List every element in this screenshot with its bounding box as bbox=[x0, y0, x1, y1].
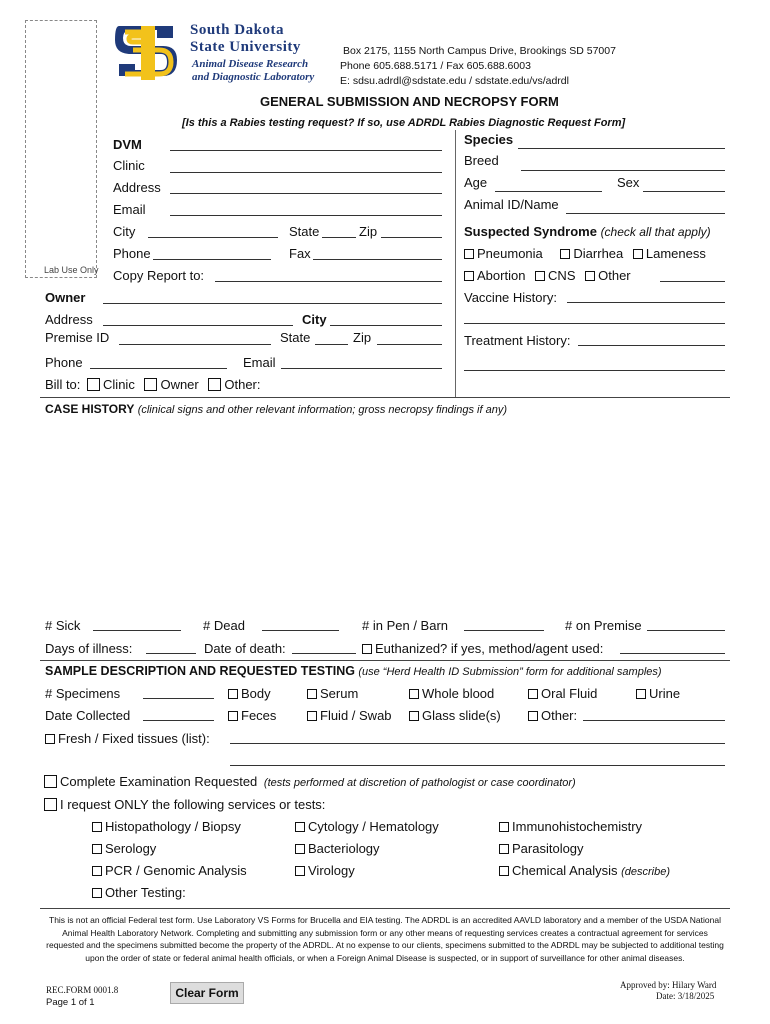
dvm-address-field[interactable] bbox=[170, 193, 442, 194]
animal-id-label: Animal ID/Name bbox=[464, 197, 559, 212]
histo-label: Histopathology / Biopsy bbox=[105, 819, 241, 834]
dvm-city-field[interactable] bbox=[148, 237, 278, 238]
other-testing-checkbox[interactable] bbox=[92, 888, 102, 898]
dvm-zip-label: Zip bbox=[359, 224, 378, 239]
fresh-fixed-field[interactable] bbox=[230, 743, 725, 744]
bill-other-label: Other: bbox=[224, 377, 261, 392]
bact-checkbox[interactable] bbox=[295, 844, 305, 854]
treatment-field-2[interactable] bbox=[464, 370, 725, 371]
dead-field[interactable] bbox=[262, 630, 339, 631]
sick-field[interactable] bbox=[93, 630, 181, 631]
owner-zip-field[interactable] bbox=[377, 344, 442, 345]
serum-label: Serum bbox=[320, 686, 359, 701]
case-history-area[interactable] bbox=[40, 418, 730, 612]
viro-checkbox[interactable] bbox=[295, 866, 305, 876]
abortion-label: Abortion bbox=[477, 268, 526, 283]
euthanized-checkbox[interactable] bbox=[362, 644, 372, 654]
sample-other-option bbox=[528, 708, 577, 723]
pneumonia-label: Pneumonia bbox=[477, 246, 543, 261]
breed-label: Breed bbox=[464, 153, 499, 168]
cns-label: CNS bbox=[548, 268, 576, 283]
clinic-label: Clinic bbox=[113, 158, 145, 173]
para-checkbox[interactable] bbox=[499, 844, 509, 854]
owner-state-label: State bbox=[280, 330, 311, 345]
chem-label: Chemical Analysis bbox=[512, 863, 618, 878]
age-label: Age bbox=[464, 175, 488, 190]
only-tests-label: I request ONLY the following services or tests: bbox=[60, 797, 326, 812]
body-option bbox=[228, 686, 271, 701]
euthanized-label: Euthanized? if yes, method/agent used: bbox=[375, 641, 604, 656]
sample-heading bbox=[45, 664, 662, 678]
dead-label: # Dead bbox=[203, 618, 245, 633]
syndrome-heading bbox=[464, 224, 711, 239]
case-history-title: CASE HISTORY bbox=[45, 402, 135, 416]
immuno-option bbox=[499, 819, 642, 834]
feces-option bbox=[228, 708, 276, 723]
owner-city-field[interactable] bbox=[330, 325, 442, 326]
in-pen-field[interactable] bbox=[464, 630, 544, 631]
pcr-checkbox[interactable] bbox=[92, 866, 102, 876]
immuno-label: Immunohistochemistry bbox=[512, 819, 643, 834]
bill-clinic-checkbox[interactable] bbox=[87, 378, 100, 391]
other-testing-label: Other Testing: bbox=[105, 885, 186, 900]
vaccine-field-2[interactable] bbox=[464, 323, 725, 324]
only-tests-checkbox[interactable] bbox=[44, 798, 57, 811]
lab-name-line2: and Diagnostic Laboratory bbox=[192, 71, 315, 83]
pneumonia-checkbox[interactable] bbox=[464, 249, 474, 259]
lab-email: E: sdsu.adrdl@sdstate.edu / sdstate.edu/vs/adrdl bbox=[340, 75, 569, 87]
date-collected-label: Date Collected bbox=[45, 708, 131, 723]
owner-phone-label: Phone bbox=[45, 355, 83, 370]
syndrome-other-label: Other bbox=[598, 268, 631, 283]
date-death-field[interactable] bbox=[292, 653, 356, 654]
histo-checkbox[interactable] bbox=[92, 822, 102, 832]
para-label: Parasitology bbox=[512, 841, 584, 856]
abortion-checkbox[interactable] bbox=[464, 271, 474, 281]
dvm-name-field[interactable] bbox=[170, 150, 442, 151]
para-option bbox=[499, 841, 584, 856]
days-illness-field[interactable] bbox=[146, 653, 196, 654]
treatment-label: Treatment History: bbox=[464, 333, 571, 348]
lameness-checkbox[interactable] bbox=[633, 249, 643, 259]
university-name-line1: South Dakota bbox=[190, 22, 284, 38]
sample-other-field[interactable] bbox=[583, 720, 725, 721]
owner-city-label: City bbox=[302, 312, 327, 327]
lab-address: Box 2175, 1155 North Campus Drive, Brookings SD 57007 bbox=[343, 45, 616, 57]
viro-label: Virology bbox=[308, 863, 355, 878]
sdsu-logo-icon bbox=[111, 20, 186, 86]
species-field[interactable] bbox=[518, 148, 725, 149]
lab-use-box bbox=[25, 20, 97, 278]
chem-note: (describe) bbox=[621, 866, 671, 878]
approved-by: Approved by: Hilary Ward bbox=[620, 980, 717, 990]
bact-label: Bacteriology bbox=[308, 841, 380, 856]
fluid-swab-option bbox=[307, 708, 392, 723]
animal-id-field[interactable] bbox=[566, 213, 725, 214]
complete-exam-note: (tests performed at discretion of pathologist or case coordinator) bbox=[263, 777, 576, 789]
dvm-fax-label: Fax bbox=[289, 246, 311, 261]
owner-state-field[interactable] bbox=[315, 344, 348, 345]
sample-other-checkbox[interactable] bbox=[528, 711, 538, 721]
owner-title: Owner bbox=[45, 290, 86, 305]
vaccine-label: Vaccine History: bbox=[464, 290, 557, 305]
serum-checkbox[interactable] bbox=[307, 689, 317, 699]
owner-zip-label: Zip bbox=[353, 330, 372, 345]
bact-option bbox=[295, 841, 380, 856]
sick-label: # Sick bbox=[45, 618, 81, 633]
age-field[interactable] bbox=[495, 191, 602, 192]
other-testing-option bbox=[92, 885, 186, 900]
dvm-state-field[interactable] bbox=[322, 237, 356, 238]
owner-address-field[interactable] bbox=[103, 325, 293, 326]
fresh-fixed-field-2[interactable] bbox=[230, 765, 725, 766]
date-collected-field[interactable] bbox=[143, 720, 214, 721]
body-checkbox[interactable] bbox=[228, 689, 238, 699]
glass-slide-option bbox=[409, 708, 501, 723]
specimens-field[interactable] bbox=[143, 698, 214, 699]
premise-id-label: Premise ID bbox=[45, 330, 110, 345]
fluid-swab-checkbox[interactable] bbox=[307, 711, 317, 721]
cyto-label: Cytology / Hematology bbox=[308, 819, 439, 834]
owner-email-field[interactable] bbox=[281, 368, 442, 369]
form-title: GENERAL SUBMISSION AND NECROPSY FORM bbox=[260, 94, 559, 109]
case-history-top-rule bbox=[40, 397, 730, 398]
dvm-email-label: Email bbox=[113, 202, 146, 217]
footer-rule bbox=[40, 908, 730, 909]
immuno-checkbox[interactable] bbox=[499, 822, 509, 832]
feces-checkbox[interactable] bbox=[228, 711, 238, 721]
days-illness-label: Days of illness: bbox=[45, 641, 133, 656]
dvm-zip-field[interactable] bbox=[381, 237, 442, 238]
diarrhea-checkbox[interactable] bbox=[560, 249, 570, 259]
sex-label: Sex bbox=[617, 175, 640, 190]
copy-report-label: Copy Report to: bbox=[113, 268, 205, 283]
syndrome-row2 bbox=[464, 268, 631, 283]
dvm-email-field[interactable] bbox=[170, 215, 442, 216]
euthanized-field[interactable] bbox=[620, 653, 725, 654]
sample-note: (use “Herd Health ID Submission” form for additional samples) bbox=[358, 666, 662, 678]
oral-fluid-label: Oral Fluid bbox=[541, 686, 598, 701]
owner-name-field[interactable] bbox=[103, 303, 442, 304]
dvm-phone-field[interactable] bbox=[153, 259, 271, 260]
urine-label: Urine bbox=[649, 686, 681, 701]
pcr-option bbox=[92, 863, 247, 878]
dvm-address-label: Address bbox=[113, 180, 161, 195]
serum-option bbox=[307, 686, 358, 701]
case-history-note: (clinical signs and other relevant information; gross necropsy findings if any) bbox=[137, 404, 507, 416]
copy-report-field[interactable] bbox=[215, 281, 442, 282]
page-number: Page 1 of 1 bbox=[46, 997, 95, 1008]
bill-to-label: Bill to: bbox=[45, 377, 81, 392]
bill-to-row bbox=[45, 377, 261, 392]
disclaimer-text: This is not an official Federal test form. Use Laboratory VS Forms for Brucella and EIA testing. The ADRDL is an accredited AAVLD laboratory and a member of the USDA National Animal Health Laboratory Network. Completing and submitting any submission form or any other means of requesting services creates a contractual agreement for services requested and the specimens submitted become the property of the ADRDL. At no expense to our clients, specimens submitted to the ADRDL may be subjected to additional testing upon the order of state or federal animal health officials, or when a Foreign Animal Disease is suspected, or in support of surveillance for other animal diseases. bbox=[46, 915, 724, 963]
fluid-swab-label: Fluid / Swab bbox=[320, 708, 392, 723]
glass-slide-label: Glass slide(s) bbox=[422, 708, 501, 723]
dvm-city-label: City bbox=[113, 224, 136, 239]
complete-exam-row bbox=[44, 774, 576, 789]
pcr-label: PCR / Genomic Analysis bbox=[105, 863, 247, 878]
cns-checkbox[interactable] bbox=[535, 271, 545, 281]
whole-blood-option bbox=[409, 686, 494, 701]
viro-option bbox=[295, 863, 355, 878]
syndrome-row1 bbox=[464, 246, 706, 261]
whole-blood-checkbox[interactable] bbox=[409, 689, 419, 699]
fresh-fixed-checkbox[interactable] bbox=[45, 734, 55, 744]
feces-label: Feces bbox=[241, 708, 277, 723]
date-death-label: Date of death: bbox=[204, 641, 286, 656]
sero-option bbox=[92, 841, 156, 856]
owner-email-label: Email bbox=[243, 355, 276, 370]
clinic-field[interactable] bbox=[170, 172, 442, 173]
owner-address-label: Address bbox=[45, 312, 93, 327]
on-premise-field[interactable] bbox=[647, 630, 725, 631]
chem-option bbox=[499, 863, 670, 878]
oral-fluid-checkbox[interactable] bbox=[528, 689, 538, 699]
oral-fluid-option bbox=[528, 686, 597, 701]
sero-label: Serology bbox=[105, 841, 157, 856]
approval-date: Date: 3/18/2025 bbox=[656, 991, 715, 1001]
only-tests-row bbox=[44, 797, 325, 812]
bill-other-checkbox[interactable] bbox=[208, 378, 221, 391]
bill-owner-label: Owner bbox=[160, 377, 199, 392]
syndrome-other-checkbox[interactable] bbox=[585, 271, 595, 281]
section-divider bbox=[455, 130, 456, 398]
cyto-checkbox[interactable] bbox=[295, 822, 305, 832]
lab-use-label: Lab Use Only bbox=[44, 265, 99, 275]
sample-other-label: Other: bbox=[541, 708, 578, 723]
dvm-state-label: State bbox=[289, 224, 320, 239]
bill-owner-checkbox[interactable] bbox=[144, 378, 157, 391]
cyto-option bbox=[295, 819, 439, 834]
specimens-label: # Specimens bbox=[45, 686, 121, 701]
lameness-label: Lameness bbox=[645, 246, 706, 261]
in-pen-label: # in Pen / Barn bbox=[362, 618, 448, 633]
treatment-field[interactable] bbox=[578, 345, 725, 346]
fresh-fixed-label: Fresh / Fixed tissues (list): bbox=[58, 731, 210, 746]
bill-clinic-label: Clinic bbox=[103, 377, 135, 392]
whole-blood-label: Whole blood bbox=[422, 686, 495, 701]
complete-exam-label: Complete Examination Requested bbox=[60, 774, 258, 789]
lab-phone: Phone 605.688.5171 / Fax 605.688.6003 bbox=[340, 60, 531, 72]
rabies-note: [Is this a Rabies testing request? If so, use ADRDL Rabies Diagnostic Request Form] bbox=[182, 117, 626, 129]
owner-phone-field[interactable] bbox=[90, 368, 227, 369]
premise-id-field[interactable] bbox=[119, 344, 271, 345]
sero-checkbox[interactable] bbox=[92, 844, 102, 854]
urine-option bbox=[636, 686, 680, 701]
clear-form-button[interactable]: Clear Form bbox=[170, 982, 244, 1004]
urine-checkbox[interactable] bbox=[636, 689, 646, 699]
dvm-title: DVM bbox=[113, 137, 142, 152]
histo-option bbox=[92, 819, 241, 834]
sample-top-rule bbox=[40, 660, 730, 661]
syndrome-other-field[interactable] bbox=[660, 281, 725, 282]
on-premise-label: # on Premise bbox=[565, 618, 642, 633]
body-label: Body bbox=[241, 686, 271, 701]
dvm-phone-label: Phone bbox=[113, 246, 151, 261]
lab-name-line1: Animal Disease Research bbox=[192, 58, 309, 70]
syndrome-note: (check all that apply) bbox=[600, 225, 711, 239]
vaccine-field[interactable] bbox=[567, 302, 725, 303]
case-history-heading bbox=[45, 402, 507, 416]
euthanized-row bbox=[362, 641, 603, 656]
form-number: REC.FORM 0001.8 bbox=[46, 985, 119, 995]
glass-slide-checkbox[interactable] bbox=[409, 711, 419, 721]
sample-title: SAMPLE DESCRIPTION AND REQUESTED TESTING bbox=[45, 664, 355, 678]
dvm-fax-field[interactable] bbox=[313, 259, 442, 260]
fresh-fixed-option bbox=[45, 731, 210, 746]
diarrhea-label: Diarrhea bbox=[573, 246, 624, 261]
species-label: Species bbox=[464, 132, 514, 147]
university-name-line2: State University bbox=[190, 39, 301, 55]
sex-field[interactable] bbox=[643, 191, 725, 192]
syndrome-title: Suspected Syndrome bbox=[464, 224, 597, 239]
breed-field[interactable] bbox=[521, 170, 725, 171]
chem-checkbox[interactable] bbox=[499, 866, 509, 876]
complete-exam-checkbox[interactable] bbox=[44, 775, 57, 788]
